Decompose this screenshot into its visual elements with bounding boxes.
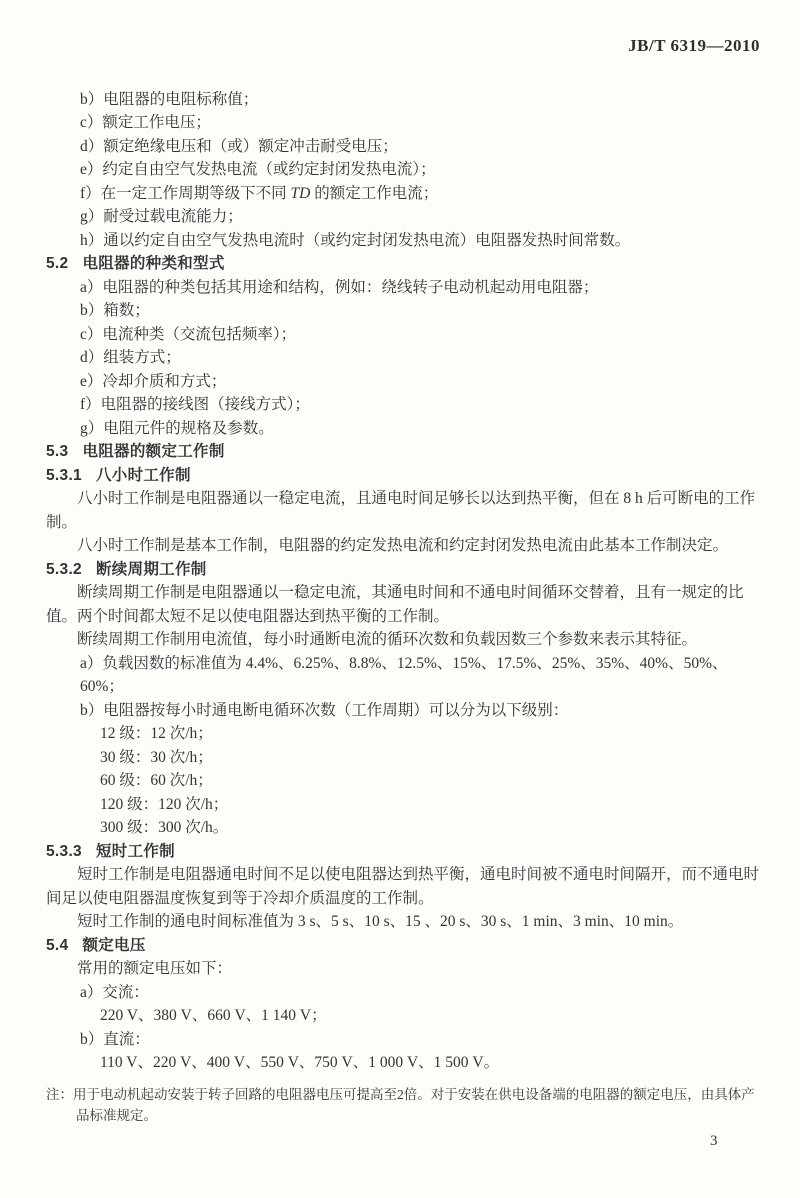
- clause-item-duty-classes: b）电阻器按每小时通电断电循环次数（工作周期）可以分为以下级别：: [80, 701, 569, 719]
- section-number: 5.4: [46, 936, 69, 954]
- clause-item: f）电阻器的接线图（接线方式）；: [80, 396, 310, 413]
- section-heading-5-2: [46, 252, 762, 276]
- section-number: 5.3.2: [46, 560, 82, 578]
- clause-item-load-factors: a）负载因数的标准值为 4.4%、6.25%、8.8%、12.5%、15%、17.5%、25%、35%、40%、50%、60%；: [80, 654, 728, 695]
- clause-f-prefix: f）在一定工作周期等级下不同: [80, 184, 291, 202]
- voltage-values-ac: 220 V、380 V、660 V、1 140 V；: [100, 1007, 327, 1024]
- duty-level-item: 60 级：60 次/h；: [100, 772, 213, 789]
- duty-level-item: 12 级：12 次/h；: [100, 725, 213, 742]
- clause-item-ac: a）交流：: [80, 983, 149, 1001]
- clause-item-e: e）约定自由空气发热电流（或约定封闭发热电流）；: [80, 161, 436, 178]
- paragraph: 断续周期工作制是电阻器通以一稳定电流，其通电时间和不通电时间循环交替着，且有一规定的比值。两个时间都太短不足以使电阻器达到热平衡的工作制。: [46, 584, 744, 625]
- section-heading-5-4: [46, 934, 762, 958]
- note-text: 用于电动机起动安装于转子回路的电阻器电压可提高至2倍。对于安装在供电设备端的电阻器的额定电压，由具体产品标准规定。: [73, 1086, 755, 1123]
- paragraph: 短时工作制的通电时间标准值为 3 s、5 s、10 s、15 、20 s、30 s、1 min、3 min、10 min。: [77, 913, 684, 930]
- section-number: 5.3.3: [46, 842, 82, 860]
- voltage-values-dc: 110 V、220 V、400 V、550 V、750 V、1 000 V、1 500 V。: [100, 1054, 500, 1071]
- clause-item: e）冷却介质和方式；: [80, 372, 227, 390]
- section-number: 5.2: [46, 255, 69, 272]
- section-heading-5-3: [46, 440, 762, 464]
- clause-item-f: [46, 182, 762, 206]
- section-heading-5-3-1: [46, 464, 762, 488]
- paragraph: 短时工作制是电阻器通电时间不足以使电阻器达到热平衡，通电时间被不通电时间隔开，而不通电时间足以使电阻器温度恢复到等于冷却介质温度的工作制。: [46, 866, 760, 907]
- note: [46, 1084, 762, 1126]
- paragraph: 断续周期工作制用电流值，每小时通断电流的循环次数和负载因数三个参数来表示其特征。: [77, 631, 698, 648]
- section-number: 5.3.1: [46, 466, 82, 484]
- section-title: 短时工作制: [95, 842, 175, 860]
- section-title: 电阻器的额定工作制: [82, 443, 225, 460]
- paragraph: 八小时工作制是电阻器通以一稳定电流，且通电时间足够长以达到热平衡，但在 8 h 后可断电的工作制。: [46, 490, 756, 531]
- clause-item-g: g）耐受过载电流能力；: [80, 208, 243, 225]
- duty-level-item: 300 级：300 次/h。: [100, 819, 229, 836]
- clause-item-d: d）额定绝缘电压和（或）额定冲击耐受电压；: [80, 137, 398, 155]
- duty-level-item: 30 级：30 次/h；: [100, 748, 213, 766]
- clause-item-dc: b）直流：: [80, 1030, 150, 1048]
- note-label: 注：: [46, 1086, 73, 1102]
- section-title: 电阻器的种类和型式: [82, 255, 225, 272]
- section-title: 额定电压: [82, 936, 146, 954]
- clause-item: g）电阻元件的规格及参数。: [80, 419, 274, 437]
- section-title: 断续周期工作制: [95, 560, 207, 578]
- section-number: 5.3: [46, 443, 69, 460]
- clause-item: d）组装方式；: [80, 349, 181, 366]
- clause-item-h: h）通以约定自由空气发热电流时（或约定封闭发热电流）电阻器发热时间常数。: [80, 231, 631, 249]
- clause-f-suffix: 的额定工作电流；: [310, 184, 439, 202]
- clause-item-b: b）电阻器的电阻标称值；: [80, 90, 259, 108]
- paragraph-lead: 常用的额定电压如下：: [77, 960, 233, 977]
- clause-f-symbol-td: TD: [290, 184, 311, 202]
- section-heading-5-3-3: [46, 840, 762, 864]
- paragraph: 八小时工作制是基本工作制，电阻器的约定发热电流和约定封闭发热电流由此基本工作制决定。: [77, 537, 729, 554]
- clause-item-c: c）额定工作电压；: [80, 114, 211, 131]
- duty-level-item: 120 级：120 次/h；: [100, 795, 229, 813]
- clause-item: a）电阻器的种类包括其用途和结构，例如：绕线转子电动机起动用电阻器；: [80, 278, 599, 296]
- page-number: 3: [710, 1133, 718, 1149]
- section-title: 八小时工作制: [95, 466, 191, 484]
- clause-item: b）箱数；: [80, 302, 150, 319]
- section-heading-5-3-2: [46, 558, 762, 582]
- clause-item: c）电流种类（交流包括频率）；: [80, 325, 297, 343]
- standard-number-header: JB/T 6319—2010: [628, 36, 760, 55]
